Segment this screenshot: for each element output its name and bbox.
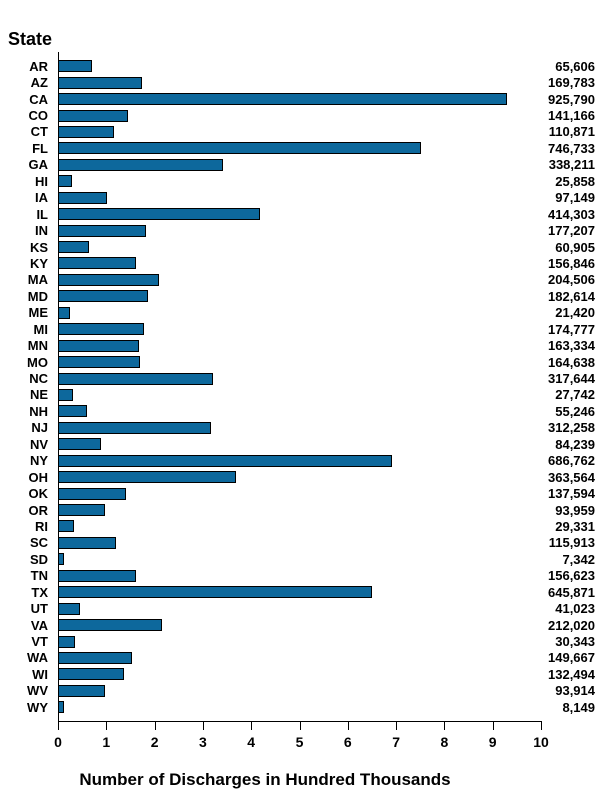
chart-row-wv (0, 683, 606, 699)
bar-track (58, 58, 541, 74)
bar-nv (58, 438, 101, 450)
value-label-wi: 132,494 (548, 666, 595, 682)
bar-wv (58, 685, 105, 697)
x-tick-mark-7 (396, 721, 397, 730)
value-label-ar: 65,606 (555, 58, 595, 74)
x-tick-label-6: 6 (343, 734, 352, 750)
chart-row-ma (0, 272, 606, 288)
x-axis-title: Number of Discharges in Hundred Thousands (79, 770, 451, 789)
bar-track (58, 337, 541, 353)
value-label-mn: 163,334 (548, 338, 595, 354)
value-label-sd: 7,342 (562, 551, 595, 567)
chart-row-md (0, 288, 606, 304)
bar-track (58, 222, 541, 238)
state-label-az: AZ (30, 75, 48, 91)
value-label-wy: 8,149 (562, 699, 595, 715)
value-label-ct: 110,871 (548, 124, 595, 140)
bar-hi (58, 175, 72, 187)
chart-row-vt (0, 633, 606, 649)
x-tick-label-1: 1 (102, 734, 111, 750)
value-label-oh: 363,564 (548, 469, 595, 485)
value-label-ut: 41,023 (555, 601, 595, 617)
value-label-il: 414,303 (548, 206, 595, 222)
value-label-nv: 84,239 (555, 436, 595, 452)
chart-row-ok (0, 485, 606, 501)
bar-oh (58, 471, 236, 483)
bar-nh (58, 405, 87, 417)
value-label-or: 93,959 (555, 502, 595, 518)
chart-row-nv (0, 436, 606, 452)
value-label-nj: 312,258 (548, 420, 595, 436)
state-label-il: IL (36, 206, 48, 222)
bar-ny (58, 455, 392, 467)
bar-track (58, 600, 541, 616)
state-label-co: CO (28, 108, 48, 124)
state-label-nj: NJ (31, 420, 48, 436)
state-label-ri: RI (35, 518, 48, 534)
chart-row-ne (0, 387, 606, 403)
x-tick-mark-9 (493, 721, 494, 730)
x-tick-label-8: 8 (440, 734, 449, 750)
x-tick-mark-10 (541, 721, 542, 730)
x-tick-mark-0 (58, 721, 59, 730)
state-label-sd: SD (29, 551, 48, 567)
bar-track (58, 321, 541, 337)
bar-va (58, 619, 162, 631)
value-label-hi: 25,858 (555, 173, 595, 189)
bar-me (58, 307, 70, 319)
state-label-wy: WY (27, 699, 48, 715)
value-label-wa: 149,667 (548, 650, 595, 666)
bar-nj (58, 422, 211, 434)
bar-mi (58, 323, 144, 335)
x-tick-mark-2 (155, 721, 156, 730)
state-label-ca: CA (29, 91, 48, 107)
bar-track (58, 403, 541, 419)
bar-co (58, 110, 128, 122)
chart-row-sc (0, 535, 606, 551)
value-label-nc: 317,644 (548, 371, 595, 387)
bar-track (58, 485, 541, 501)
chart-row-sd (0, 551, 606, 567)
bar-ut (58, 603, 80, 615)
state-label-ok: OK (28, 486, 48, 502)
bar-ky (58, 257, 136, 269)
chart-row-ca (0, 91, 606, 107)
value-label-az: 169,783 (548, 75, 595, 91)
state-label-ia: IA (35, 190, 48, 206)
chart-row-wi (0, 666, 606, 682)
bars-container (0, 58, 606, 716)
bar-ct (58, 126, 114, 138)
state-label-mo: MO (27, 354, 48, 370)
x-tick-label-0: 0 (54, 734, 62, 750)
bar-track (58, 74, 541, 90)
bar-md (58, 290, 148, 302)
bar-ca (58, 93, 507, 105)
bar-sc (58, 537, 116, 549)
state-label-in: IN (35, 223, 48, 239)
value-label-va: 212,020 (548, 617, 595, 633)
bar-track (58, 683, 541, 699)
bar-fl (58, 142, 421, 154)
bar-track (58, 699, 541, 715)
bar-track (58, 551, 541, 567)
chart-row-az (0, 74, 606, 90)
state-label-ar: AR (29, 58, 48, 74)
state-label-oh: OH (28, 469, 48, 485)
bar-ar (58, 60, 92, 72)
chart-row-fl (0, 140, 606, 156)
chart-row-ny (0, 453, 606, 469)
value-label-nh: 55,246 (555, 403, 595, 419)
bar-track (58, 568, 541, 584)
value-label-mi: 174,777 (548, 321, 595, 337)
state-label-ny: NY (29, 453, 48, 469)
state-label-mn: MN (27, 338, 48, 354)
state-label-ky: KY (29, 255, 48, 271)
value-label-tx: 645,871 (548, 584, 595, 600)
state-label-or: OR (28, 502, 48, 518)
chart-row-nc (0, 370, 606, 386)
bar-il (58, 208, 260, 220)
value-label-md: 182,614 (548, 288, 595, 304)
chart-row-il (0, 206, 606, 222)
state-label-hi: HI (35, 173, 48, 189)
bar-wa (58, 652, 132, 664)
value-label-ne: 27,742 (555, 387, 595, 403)
x-tick-label-10: 10 (533, 734, 549, 750)
value-label-wv: 93,914 (555, 683, 595, 699)
value-label-vt: 30,343 (555, 634, 595, 650)
value-label-ri: 29,331 (555, 518, 595, 534)
state-label-ma: MA (27, 272, 48, 288)
bar-track (58, 107, 541, 123)
bar-in (58, 225, 146, 237)
x-tick-label-3: 3 (198, 734, 207, 750)
chart-row-ky (0, 255, 606, 271)
state-label-va: VA (30, 617, 48, 633)
bar-track (58, 387, 541, 403)
bar-track (58, 354, 541, 370)
x-tick-mark-5 (300, 721, 301, 730)
state-label-md: MD (27, 288, 48, 304)
bar-ri (58, 520, 74, 532)
chart-row-co (0, 107, 606, 123)
chart-row-ri (0, 518, 606, 534)
bar-track (58, 288, 541, 304)
value-label-ca: 925,790 (548, 91, 595, 107)
value-label-mo: 164,638 (548, 354, 595, 370)
chart-row-va (0, 617, 606, 633)
bar-track (58, 272, 541, 288)
bar-wi (58, 668, 124, 680)
state-label-ga: GA (28, 157, 48, 173)
state-label-tx: TX (31, 584, 48, 600)
bar-track (58, 190, 541, 206)
state-label-tn: TN (30, 568, 48, 584)
value-label-in: 177,207 (548, 223, 595, 239)
state-label-me: ME (28, 305, 48, 321)
value-label-fl: 746,733 (548, 140, 595, 156)
bar-track (58, 173, 541, 189)
bar-ga (58, 159, 223, 171)
state-label-mi: MI (33, 321, 48, 337)
state-label-wi: WI (32, 666, 48, 682)
x-tick-mark-3 (203, 721, 204, 730)
state-label-vt: VT (31, 634, 48, 650)
bar-track (58, 617, 541, 633)
state-label-nh: NH (29, 403, 48, 419)
x-tick-label-5: 5 (295, 734, 304, 750)
x-tick-label-9: 9 (488, 734, 497, 750)
value-label-tn: 156,623 (548, 568, 595, 584)
x-axis-ticks (54, 721, 549, 755)
bar-track (58, 157, 541, 173)
chart-row-wy (0, 699, 606, 715)
value-label-ks: 60,905 (555, 239, 595, 255)
value-label-ok: 137,594 (548, 486, 595, 502)
bar-track (58, 518, 541, 534)
x-tick-mark-1 (106, 721, 107, 730)
state-label-sc: SC (29, 535, 48, 551)
value-label-ky: 156,846 (548, 255, 595, 271)
bar-track (58, 206, 541, 222)
state-label-wa: WA (27, 650, 48, 666)
chart-row-tn (0, 568, 606, 584)
chart-row-mo (0, 354, 606, 370)
chart-row-ct (0, 124, 606, 140)
x-tick-label-4: 4 (247, 734, 256, 750)
state-label-nv: NV (29, 436, 48, 452)
value-label-sc: 115,913 (548, 535, 595, 551)
bar-az (58, 77, 142, 89)
bar-track (58, 650, 541, 666)
bar-track (58, 453, 541, 469)
chart-row-nh (0, 403, 606, 419)
state-label-ks: KS (29, 239, 48, 255)
chart-row-tx (0, 584, 606, 600)
value-label-ma: 204,506 (548, 272, 595, 288)
chart-row-in (0, 222, 606, 238)
x-tick-mark-6 (348, 721, 349, 730)
state-label-ut: UT (30, 601, 48, 617)
state-label-ct: CT (30, 124, 48, 140)
bar-track (58, 370, 541, 386)
bar-track (58, 584, 541, 600)
bar-track (58, 91, 541, 107)
bar-mn (58, 340, 139, 352)
bar-ks (58, 241, 89, 253)
chart-row-ut (0, 600, 606, 616)
value-label-ga: 338,211 (548, 157, 595, 173)
bar-track (58, 502, 541, 518)
chart-row-ks (0, 239, 606, 255)
bar-ia (58, 192, 107, 204)
chart-row-nj (0, 420, 606, 436)
state-label-ne: NE (29, 387, 48, 403)
x-tick-mark-4 (251, 721, 252, 730)
bar-track (58, 305, 541, 321)
bar-track (58, 255, 541, 271)
bar-ma (58, 274, 159, 286)
bar-ne (58, 389, 73, 401)
value-label-ny: 686,762 (548, 453, 595, 469)
bar-mo (58, 356, 140, 368)
bar-tn (58, 570, 136, 582)
bar-nc (58, 373, 213, 385)
chart-row-or (0, 502, 606, 518)
chart-row-ar (0, 58, 606, 74)
value-label-me: 21,420 (555, 305, 595, 321)
bar-vt (58, 636, 75, 648)
bar-track (58, 535, 541, 551)
state-label-nc: NC (29, 371, 48, 387)
bar-tx (58, 586, 372, 598)
bar-ok (58, 488, 126, 500)
chart-row-me (0, 305, 606, 321)
bar-track (58, 666, 541, 682)
y-axis-title: State (8, 29, 53, 49)
bar-track (58, 239, 541, 255)
bar-sd (58, 553, 64, 565)
chart-row-ia (0, 190, 606, 206)
value-label-ia: 97,149 (555, 190, 595, 206)
value-label-co: 141,166 (548, 108, 595, 124)
chart-row-ga (0, 157, 606, 173)
bar-wy (58, 701, 64, 713)
chart-row-wa (0, 650, 606, 666)
bar-track (58, 140, 541, 156)
x-tick-mark-8 (444, 721, 445, 730)
bar-track (58, 633, 541, 649)
bar-track (58, 469, 541, 485)
bar-track (58, 124, 541, 140)
chart-row-mn (0, 337, 606, 353)
state-label-wv: WV (27, 683, 48, 699)
x-tick-label-7: 7 (392, 734, 400, 750)
state-label-fl: FL (32, 140, 48, 156)
bar-or (58, 504, 105, 516)
bar-track (58, 436, 541, 452)
bar-track (58, 420, 541, 436)
chart-row-hi (0, 173, 606, 189)
x-tick-label-2: 2 (150, 734, 159, 750)
chart-row-mi (0, 321, 606, 337)
chart-row-oh (0, 469, 606, 485)
